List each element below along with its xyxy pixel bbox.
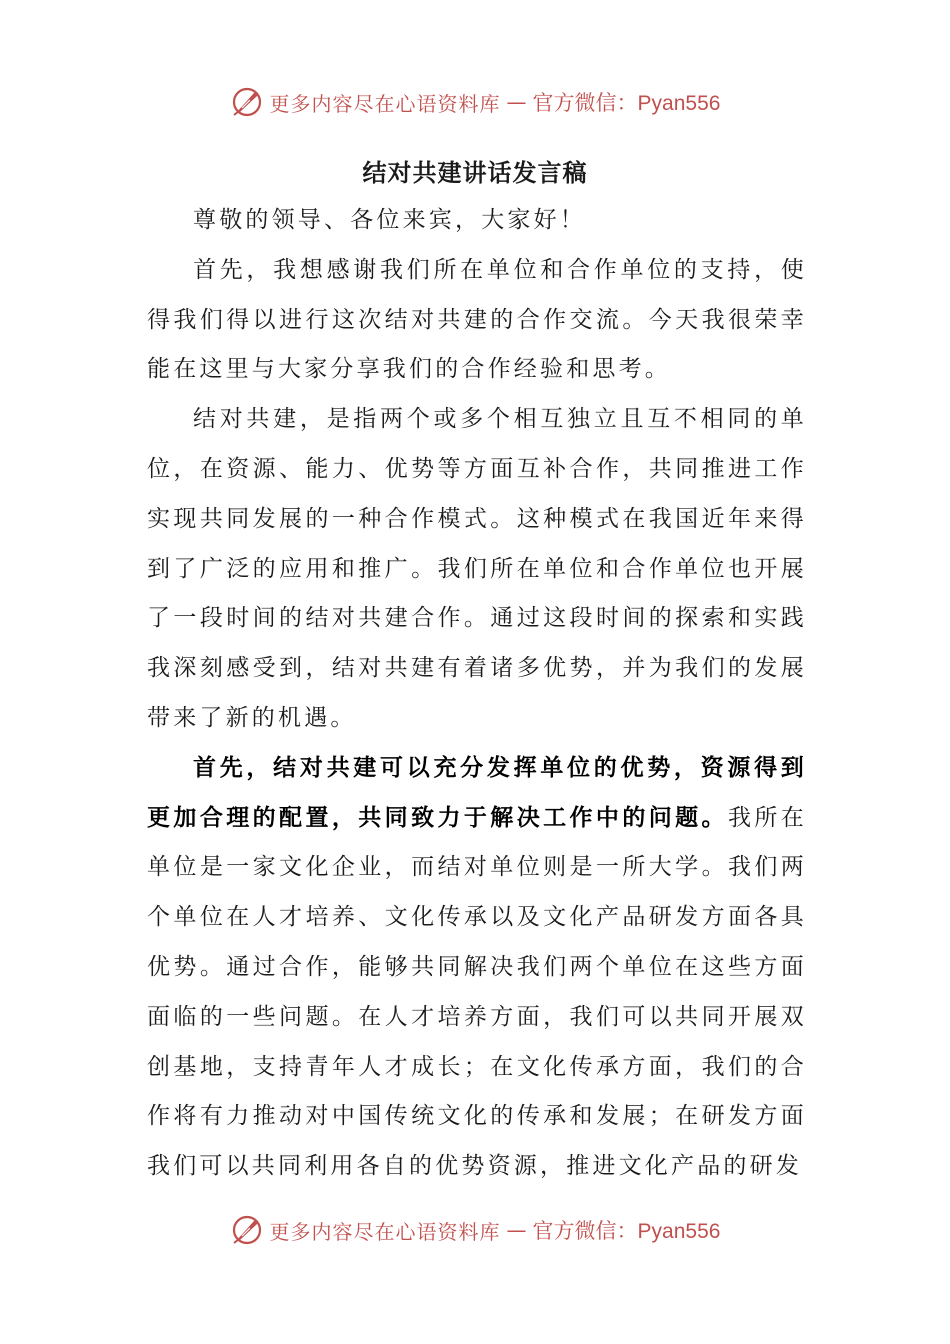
- greeting-paragraph: 尊敬的领导、各位来宾，大家好！: [193, 207, 586, 233]
- quill-pen-logo-icon: [230, 1213, 264, 1247]
- paragraph: 首先，我想感谢我们所在单位和合作单位的支持，使得我们得以进行这次结对共建的合作交流。今天我很荣幸能在这里与大家分享我们的合作经验和思考。: [147, 256, 807, 383]
- banner-wechat-id: 官方微信：Pyan556: [532, 92, 721, 115]
- banner-promo-text: 更多内容尽在心语资料库: [269, 1219, 501, 1244]
- banner-separator: —: [506, 90, 527, 114]
- banner-separator: —: [506, 1218, 527, 1242]
- quill-pen-logo-icon: [230, 85, 264, 119]
- paragraph: 结对共建，是指两个或多个相互独立且互不相同的单位，在资源、能力、优势等方面互补合作，共同推进工作实现共同发展的一种合作模式。这种模式在我国近年来得到了广泛的应用和推广。我们所在单位和合作单位也开展了一段时间的结对共建合作。通过这段时间的探索和实践我深刻感受到，结对共建有着诸多优势，并为我们的发展带来了新的机遇。: [147, 406, 807, 731]
- banner-wechat-id: 官方微信：Pyan556: [532, 1220, 721, 1243]
- document-body: [147, 196, 807, 1192]
- banner-promo-text: 更多内容尽在心语资料库: [269, 91, 501, 116]
- header-banner: [0, 82, 950, 122]
- footer-banner: [0, 1210, 950, 1250]
- point-heading: 首先，结对共建可以充分发挥单位的优势，资源得到更加合理的配置，共同致力于解决工作中的问题。: [147, 754, 807, 831]
- document-title: 结对共建讲话发言稿: [362, 159, 588, 187]
- point-paragraph: [147, 744, 807, 1192]
- point-body: 我所在单位是一家文化企业，而结对单位则是一所大学。我们两个单位在人才培养、文化传承以及文化产品研发方面各具优势。通过合作，能够共同解决我们两个单位在这些方面面临的一些问题。在人才培养方面，我们可以共同开展双创基地，支持青年人才成长；在文化传承方面，我们的合作将有力推动对中国传统文化的传承和发展；在研发方面我们可以共同利用各自的优势资源，推进文化产品的研发: [147, 804, 807, 1180]
